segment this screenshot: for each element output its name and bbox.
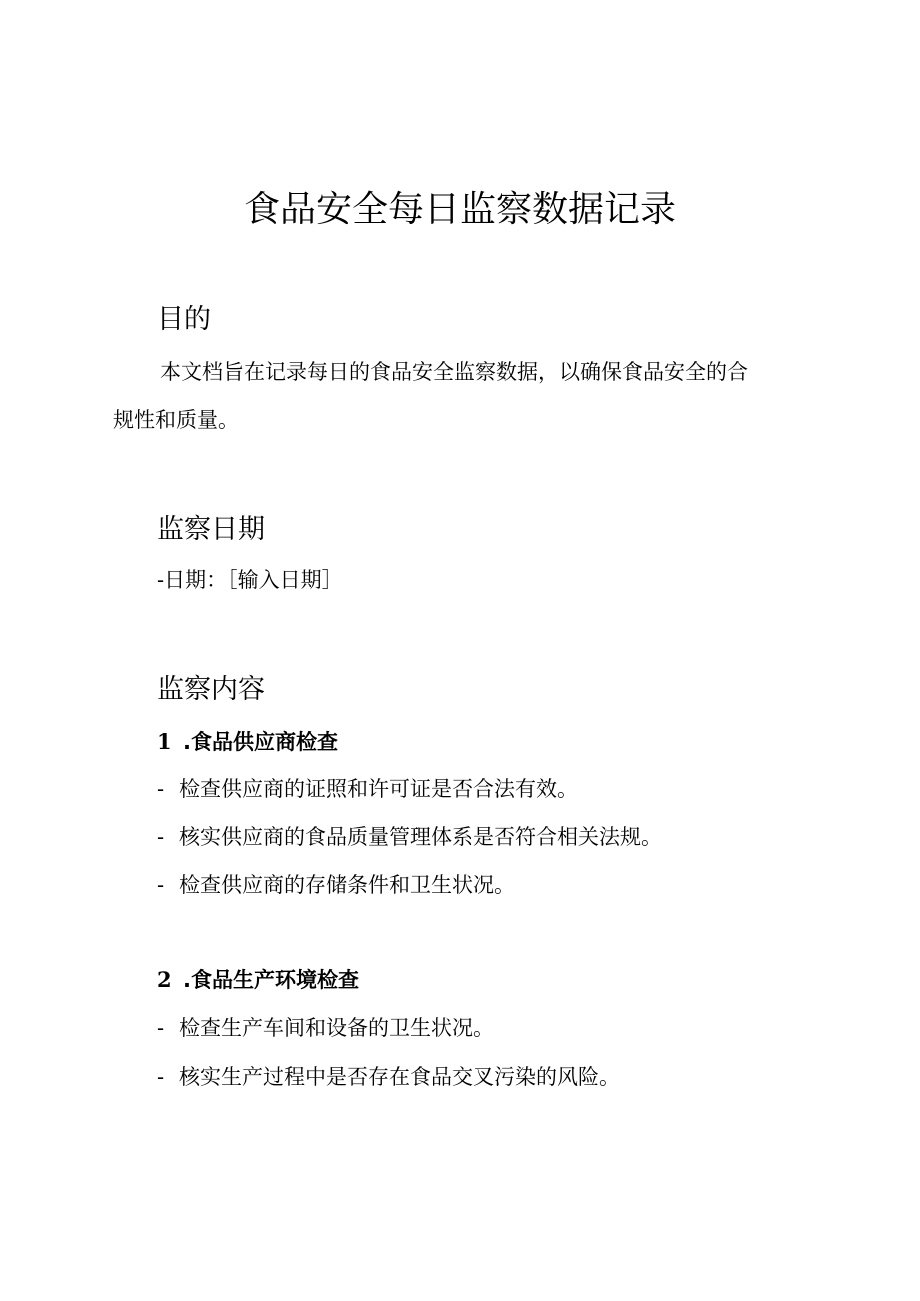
item-2-heading	[157, 966, 359, 994]
item-1-title: .食品供应商检查	[183, 730, 338, 754]
bullet-marker: -	[157, 873, 165, 897]
document-title: 食品安全每日监察数据记录	[243, 189, 676, 230]
item-1-point-1: 检查供应商的证照和许可证是否合法有效。	[179, 777, 578, 801]
item-2-title: .食品生产环境检查	[183, 968, 359, 992]
item-1-heading	[157, 728, 338, 756]
list-item	[157, 1063, 620, 1091]
item-1-number: 1	[157, 729, 172, 754]
purpose-text-line-2: 规性和质量。	[113, 408, 239, 432]
list-item	[157, 823, 662, 851]
date-heading: 监察日期	[157, 514, 265, 545]
list-item	[157, 775, 578, 803]
bullet-marker: -	[157, 777, 165, 801]
item-1-point-3: 检查供应商的存储条件和卫生状况。	[179, 873, 515, 897]
bullet-marker: -	[157, 825, 165, 849]
item-2-point-1: 检查生产车间和设备的卫生状况。	[179, 1016, 494, 1040]
content-heading: 监察内容	[157, 674, 265, 705]
item-2-number: 2	[157, 967, 172, 992]
list-item	[157, 1014, 494, 1042]
item-1-point-2: 核实供应商的食品质量管理体系是否符合相关法规。	[179, 825, 662, 849]
purpose-text-line-1: 本文档旨在记录每日的食品安全监察数据，以确保食品安全的合	[160, 360, 748, 384]
purpose-heading: 目的	[157, 304, 211, 335]
list-item	[157, 871, 515, 899]
date-line: -日期：［输入日期］	[157, 568, 343, 592]
bullet-marker: -	[157, 1016, 165, 1040]
item-2-point-2: 核实生产过程中是否存在食品交叉污染的风险。	[179, 1065, 620, 1089]
bullet-marker: -	[157, 1065, 165, 1089]
